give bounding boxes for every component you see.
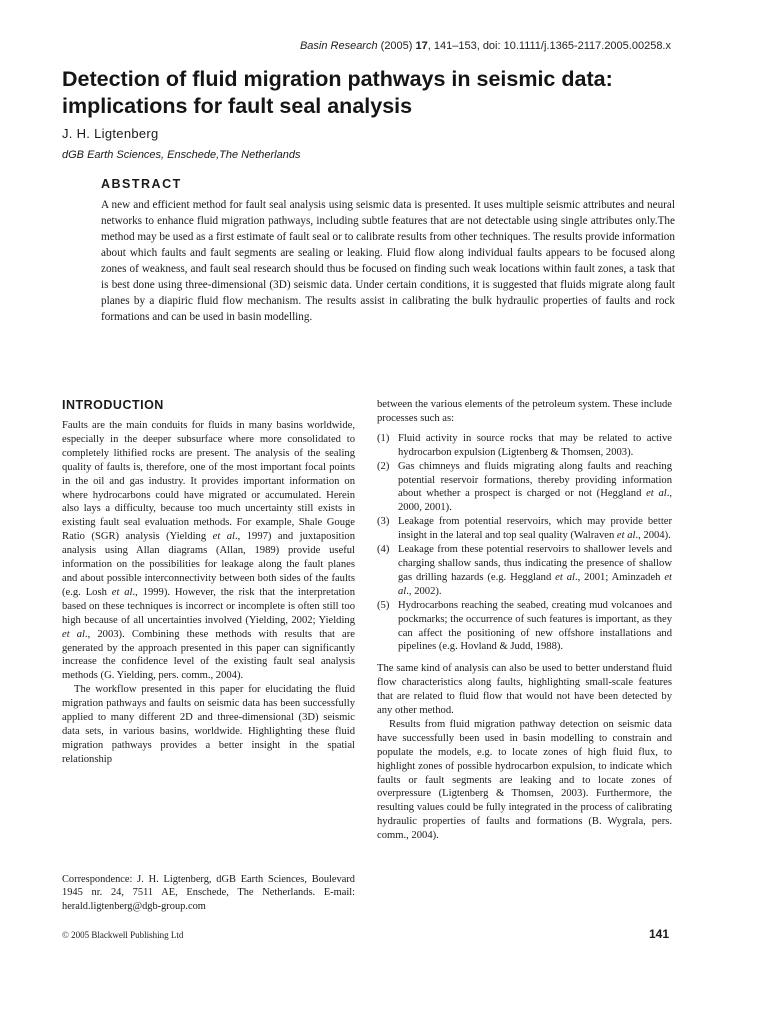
intro-paragraph-4: Results from fluid migration pathway detection on seismic data have successfully been used in basin modelling to constrain and populate the models, e.g. to locate zones of high fluid flux, to highlight zones of possible hydrocarbon expulsion, to indicate which faults or fault segments are leaking and to locate zones of overpressure (Ligtenberg & Thomsen, 2003). Furthermore, the resulting values could be fully integrated in the process of calibrating hydraulic properties of faults and formations (B. Wygrala, pers. comm., 2004).	[377, 718, 672, 842]
journal-citation	[300, 40, 671, 52]
right-column	[377, 398, 672, 843]
process-list	[377, 432, 672, 655]
intro-paragraph-3: The same kind of analysis can also be used to better understand fluid flow characteristics along faults, highlighting small-scale features that are related to fluid flow that would not have been detected by any other method.	[377, 663, 672, 717]
intro-paragraph-1: Faults are the main conduits for fluids in many basins worldwide, especially in the deeper subsurface where more consolidated to completely lithified rocks are present. The analysis of the sealing quality of faults is, therefore, one of the most important focal points in the oil and gas industry. It provides important information on where hydrocarbons could have migrated or accumulated. Herein also lays a difficulty, because too much uncertainty still exists in existing fault seal evaluation methods. For example, Shale Gouge Ratio (SGR) analysis (Yielding et al., 1997) and juxtaposition analysis using Allan diagrams (Allan, 1989) provide useful information on the possibilities for leakage along the fault planes and about possible interconnectivity between both sides of the faults (e.g. Losh et al., 1999). However, the risk that the interpretation based on these techniques is incorrect or incomplete is often still too high because of all uncertainties involved (Yielding, 2002; Yielding et al., 2003). Combining these methods with results that are generated by the approach presented in this paper can significantly increase the confidence level of the existing fault seal analysis methods (G. Yielding, pers. comm., 2004).	[62, 420, 356, 682]
list-item: (3) Leakage from potential reservoirs, which may provide better insight in the lateral and top seal quality (Walraven et al., 2004).	[377, 516, 672, 542]
journal-year: (2005)	[380, 40, 413, 52]
list-item: (5) Hydrocarbons reaching the seabed, creating mud volcanoes and pockmarks; the occurrence of such features is important, as they can affect the positioning of new offshore installations and pipelines (e.g. Hovland & Judd, 1988).	[377, 599, 672, 653]
introduction-heading: INTRODUCTION	[62, 398, 164, 412]
abstract-heading: ABSTRACT	[101, 177, 182, 191]
article-title: Detection of fluid migration pathways in seismic data: implications for fault seal analysis	[62, 67, 613, 118]
correspondence-footnote: Correspondence: J. H. Ligtenberg, dGB Earth Sciences, Boulevard 1945 nr. 24, 7511 AE, Enschede, The Netherlands. E-mail: herald.ligtenberg@dgb-group.com	[62, 874, 355, 912]
intro-paragraph-2-continued: between the various elements of the petroleum system. These include processes such as:	[377, 399, 672, 424]
list-item: (4) Leakage from these potential reservoirs to shallower levels and charging shallow sands, thus indicating the presence of shallow gas drilling hazards (e.g. Heggland et al., 2001; Aminzadeh et al., 2002).	[377, 544, 672, 597]
intro-paragraph-2: The workflow presented in this paper for elucidating the fluid migration pathways and faults on seismic data has been successfully applied to many different 2D and three-dimensional (3D) seismic data sets, in various basins, worldwide. Highlighting these fluid migration pathways provides a better insight in the spatial relationship	[62, 684, 355, 765]
abstract-text: A new and efficient method for fault seal analysis using seismic data is presented. It uses multiple seismic attributes and neural networks to enhance fluid migration pathways, including subtle features that are not detectable using single attributes only.The method may be used as a first estimate of fault seal or to calibrate results from other techniques. The results provide information about which faults and fault segments are sealing or leaking. Fluid flow along individual faults appears to be focused along zones of weakness, and fault seal research should thus be focused on finding such weak locations within fault zones, a task that is best done using three-dimensional (3D) seismic data. Under certain conditions, it is suggested that fluids migrate along fault planes by a diapiric fluid flow mechanism. The results assist in calibrating the bulk hydraulic properties of faults and rock formations and can be used in basin modelling.	[101, 199, 675, 323]
journal-pages-doi: , 141–153, doi: 10.1111/j.1365-2117.2005.00258.x	[427, 40, 671, 52]
author-affiliation: dGB Earth Sciences, Enschede,The Netherlands	[62, 149, 301, 161]
journal-name: Basin Research	[299, 40, 378, 52]
page-number: 141	[648, 927, 669, 941]
left-column	[62, 398, 355, 767]
journal-volume: 17	[415, 40, 428, 52]
list-item: (2) Gas chimneys and fluids migrating along faults and reaching potential reservoir formations, thereby providing information about whether a prospect is charged or not (Heggland et al., 2000, 2001).	[377, 460, 672, 514]
author-name: J. H. Ligtenberg	[62, 126, 159, 141]
copyright-notice: © 2005 Blackwell Publishing Ltd	[62, 930, 184, 940]
list-item: (1) Fluid activity in source rocks that may be related to active hydrocarbon expulsion (Ligtenberg & Thomsen, 2003).	[377, 432, 672, 458]
